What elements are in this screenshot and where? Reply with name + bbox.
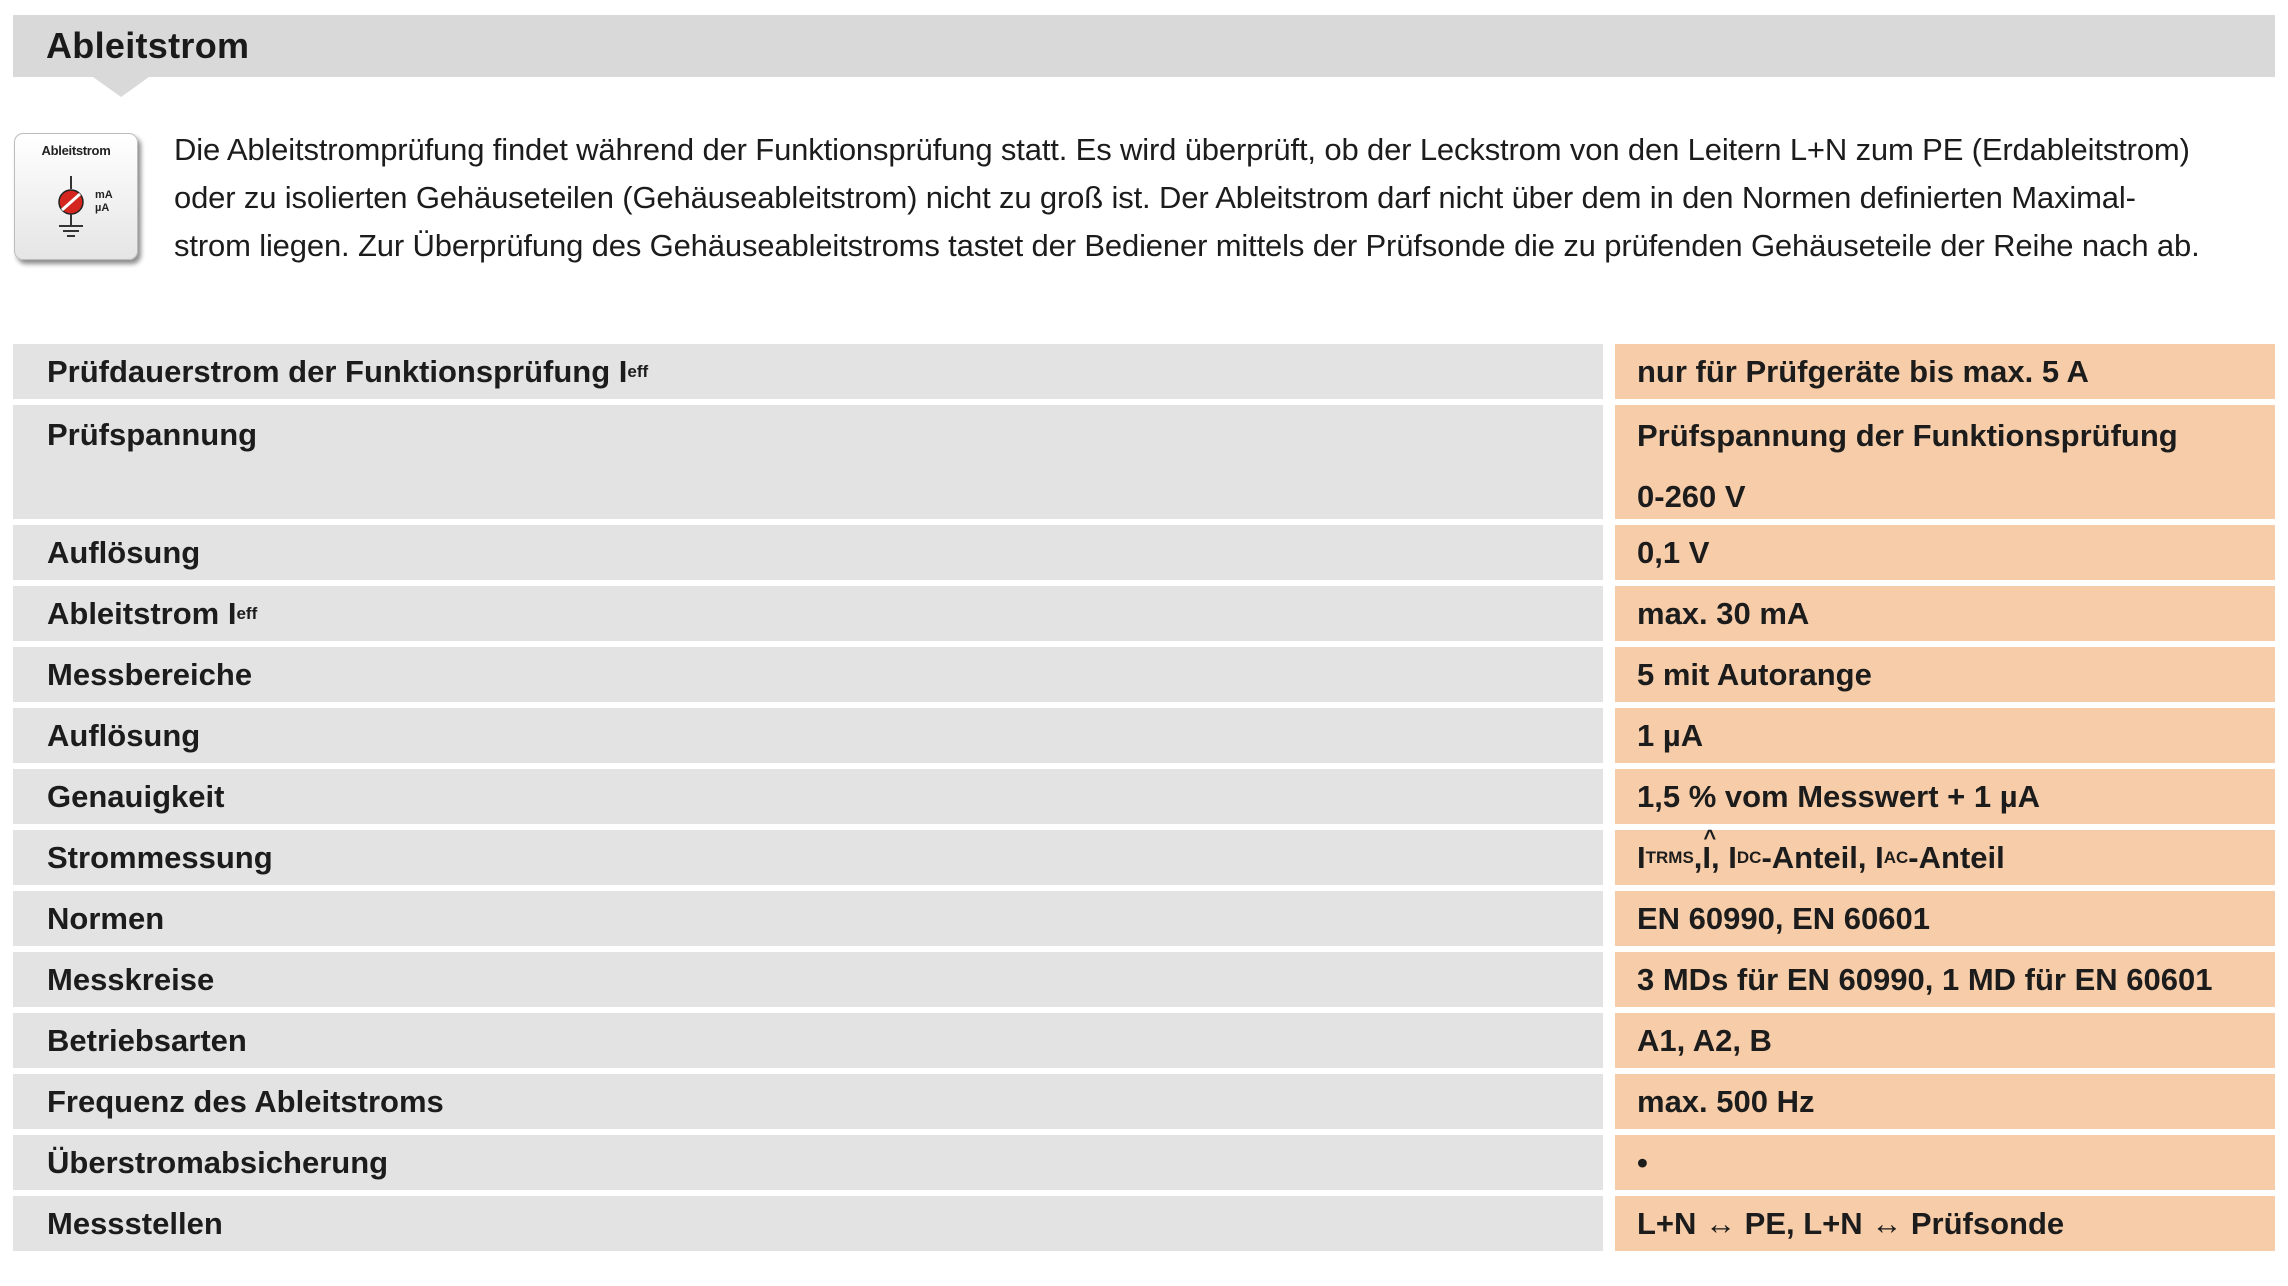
spec-label: Genauigkeit bbox=[13, 769, 1603, 824]
spec-label: Messstellen bbox=[13, 1196, 1603, 1251]
unit-ma: mA bbox=[95, 189, 113, 201]
spec-table bbox=[13, 344, 2275, 1257]
spec-label: Auflösung bbox=[13, 525, 1603, 580]
table-row bbox=[13, 525, 2275, 580]
spec-value: max. 30 mA bbox=[1615, 586, 2275, 641]
table-row bbox=[13, 405, 2275, 519]
leakage-current-icon bbox=[14, 133, 138, 260]
spec-value bbox=[1615, 1135, 2275, 1190]
table-row bbox=[13, 769, 2275, 824]
table-row bbox=[13, 830, 2275, 885]
spec-label: Normen bbox=[13, 891, 1603, 946]
table-row bbox=[13, 952, 2275, 1007]
unit-ua: µA bbox=[95, 202, 110, 214]
spec-label: Prüfdauerstrom der Funktionsprüfung I eff bbox=[13, 344, 1603, 399]
spec-label: Betriebsarten bbox=[13, 1013, 1603, 1068]
spec-label: Auflösung bbox=[13, 708, 1603, 763]
spec-label: Messkreise bbox=[13, 952, 1603, 1007]
spec-label: Messbereiche bbox=[13, 647, 1603, 702]
table-row bbox=[13, 708, 2275, 763]
spec-label: Strommessung bbox=[13, 830, 1603, 885]
table-row bbox=[13, 344, 2275, 399]
bullet-icon: • bbox=[1637, 1144, 1648, 1180]
table-row bbox=[13, 1196, 2275, 1251]
spec-value: Prüfspannung der Funktionsprüfung 0-260 V bbox=[1615, 405, 2275, 519]
section-header bbox=[13, 15, 2275, 77]
spec-label: Frequenz des Ableitstroms bbox=[13, 1074, 1603, 1129]
spec-value: 0,1 V bbox=[1615, 525, 2275, 580]
spec-value: A1, A2, B bbox=[1615, 1013, 2275, 1068]
probe-ground-icon bbox=[15, 134, 137, 259]
section-title: Ableitstrom bbox=[46, 25, 250, 66]
spec-label: Überstromabsicherung bbox=[13, 1135, 1603, 1190]
table-row bbox=[13, 1013, 2275, 1068]
table-row bbox=[13, 1135, 2275, 1190]
spec-value: 3 MDs für EN 60990, 1 MD für EN 60601 bbox=[1615, 952, 2275, 1007]
table-row bbox=[13, 647, 2275, 702]
spec-value: L+N ↔ PE, L+N ↔ Prüfsonde bbox=[1615, 1196, 2275, 1251]
table-row bbox=[13, 586, 2275, 641]
spec-value: max. 500 Hz bbox=[1615, 1074, 2275, 1129]
spec-value: 1,5 % vom Messwert + 1 µA bbox=[1615, 769, 2275, 824]
spec-value: EN 60990, EN 60601 bbox=[1615, 891, 2275, 946]
table-row bbox=[13, 1074, 2275, 1129]
spec-value: nur für Prüfgeräte bis max. 5 A bbox=[1615, 344, 2275, 399]
header-notch bbox=[93, 77, 149, 97]
spec-label: Prüfspannung bbox=[13, 405, 1603, 519]
spec-value: 5 mit Autorange bbox=[1615, 647, 2275, 702]
intro-line: Die Ableitstromprüfung findet während der Funktionsprüfung statt. Es wird überprüft, ob der Leckstrom von den Leitern L+N zum PE (Erdableitstrom) bbox=[174, 132, 2190, 167]
spec-value: I TRMS , ^ I , I DC -Anteil, I AC -Anteil bbox=[1615, 830, 2275, 885]
spec-label: Ableitstrom I eff bbox=[13, 586, 1603, 641]
intro-paragraph bbox=[174, 126, 2274, 270]
intro-line: oder zu isolierten Gehäuseteilen (Gehäuseableitstrom) nicht zu groß ist. Der Ableitstrom darf nicht über dem in den Normen definierten Maximal- bbox=[174, 180, 2136, 215]
icon-label: Ableitstrom bbox=[41, 143, 111, 158]
intro-line: strom liegen. Zur Überprüfung des Gehäuseableitstroms tastet der Bediener mittels der Prüfsonde die zu prüfenden Gehäuseteile der Reihe nach ab. bbox=[174, 228, 2200, 263]
table-row bbox=[13, 891, 2275, 946]
spec-value: 1 µA bbox=[1615, 708, 2275, 763]
